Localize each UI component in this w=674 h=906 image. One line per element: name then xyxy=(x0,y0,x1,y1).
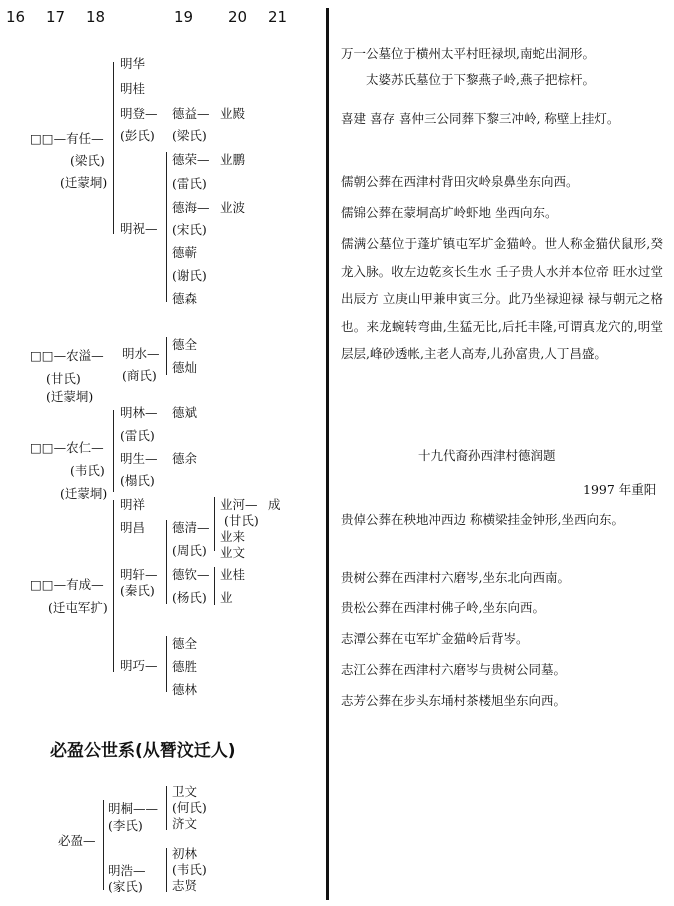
tree1-grandson-wife: (宋氏) xyxy=(172,222,207,237)
generation-label-17: 17 xyxy=(46,8,66,26)
generation-label-16: 16 xyxy=(6,8,26,26)
right-paragraph: 儒满公墓位于蓬圹镇屯军圹金猫岭。世人称金猫伏鼠形,癸龙入脉。收左边乾亥长生水 壬子贵人水并本位帝 旺水过堂出辰方 立庚山甲兼申寅三分。此乃坐禄迎禄 禄与朝元之格也。来龙蜿转弯曲,生猛无比,后托丰隆,可谓真龙穴的,明堂层层,峰砂透帐,主老人高寿,儿孙富贵,人丁昌盛。 xyxy=(341,236,663,361)
tree3-root-wife: (韦氏) xyxy=(70,463,105,478)
tree4-son: 明巧— xyxy=(120,658,158,673)
tree5-root: 必盈— xyxy=(58,833,96,848)
tree4-gen21: 成 xyxy=(268,497,281,512)
tree4-grandson: 德林 xyxy=(172,682,198,697)
tree4-great-grandson: 业 xyxy=(220,590,233,605)
tree1-son: 明桂 xyxy=(120,81,146,96)
tree4-root-note: (迁屯军扩) xyxy=(48,600,108,615)
tree3-son-wife: (雷氏) xyxy=(120,428,155,443)
tree2-root: □□—农溢— xyxy=(30,348,104,363)
tree4-subbracket xyxy=(214,567,215,605)
tree4-great-grandson: 业桂 xyxy=(220,567,246,582)
tree1-grandson: 德海— xyxy=(172,200,210,215)
right-paragraph: 志芳公葬在步头东埇村茶楼旭坐东向西。 xyxy=(341,693,567,708)
generation-label-20: 20 xyxy=(228,8,248,26)
tree3-son: 明林— xyxy=(120,405,158,420)
tree4-root: □□—有成— xyxy=(30,577,104,592)
tree4-grandson: 德全 xyxy=(172,636,198,651)
tree2-root-note: (迁蒙垌) xyxy=(46,389,94,404)
tree4-grandson-wife: (周氏) xyxy=(172,543,207,558)
tree1-great-grandson: 业波 xyxy=(220,200,246,215)
tree4-subbracket xyxy=(166,520,167,604)
tree4-grandson-wife: (杨氏) xyxy=(172,590,207,605)
tree4-subbracket xyxy=(166,636,167,692)
tree1-son: 明华 xyxy=(120,56,146,71)
tree1-subbracket xyxy=(166,152,167,302)
right-paragraph: 志潭公葬在屯军圹金猫岭后背岑。 xyxy=(341,631,529,646)
tree1-grandson: 德荣— xyxy=(172,152,210,167)
tree2-son-wife: (商氏) xyxy=(122,368,157,383)
right-paragraph: 儒锦公葬在蒙垌高圹岭虾地 坐西向东。 xyxy=(341,205,558,220)
tree4-son: 明祥 xyxy=(120,497,146,512)
inscription-title: 十九代裔孙西津村德润题 xyxy=(418,448,556,463)
tree4-son-wife: (秦氏) xyxy=(120,583,155,598)
tree5-grandson: 初林 xyxy=(172,846,198,861)
tree5-bracket xyxy=(103,800,104,890)
right-paragraph: 贵倬公葬在秧地冲西边 称横梁挂金钟形,坐西向东。 xyxy=(341,512,624,527)
tree4-grandson: 德胜 xyxy=(172,659,198,674)
tree1-son-wife: (彭氏) xyxy=(120,128,155,143)
right-paragraph: 贵树公葬在西津村六磨岑,坐东北向西南。 xyxy=(341,570,570,585)
tree1-son: 明登— xyxy=(120,106,158,121)
tree4-great-grandson: 业河— xyxy=(220,497,258,512)
tree4-son: 明昌 xyxy=(120,520,146,535)
right-paragraph: 儒朝公葬在西津村背田灾岭泉鼻坐东向西。 xyxy=(341,174,579,189)
tree2-son: 明水— xyxy=(122,346,160,361)
tree4-son: 明轩— xyxy=(120,567,158,582)
tree1-grandson: 德益— xyxy=(172,106,210,121)
tree1-grandson-wife: (梁氏) xyxy=(172,128,207,143)
tree1-bracket xyxy=(113,62,114,234)
tree5-grandson-wife: (韦氏) xyxy=(172,862,207,877)
tree4-bracket xyxy=(113,500,114,672)
tree4-great-grandson: 业文 xyxy=(220,545,246,560)
tree3-root: □□—农仁— xyxy=(30,440,104,455)
tree5-grandson: 卫文 xyxy=(172,784,198,799)
tree2-bracket xyxy=(166,337,167,375)
tree5-grandson-wife: (何氏) xyxy=(172,800,207,815)
tree5-son-wife: (李氏) xyxy=(108,818,143,833)
tree1-grandson: 德森 xyxy=(172,291,198,306)
tree2-grandson: 德全 xyxy=(172,337,198,352)
tree1-son: 明祝— xyxy=(120,221,158,236)
tree1-grandson: 德蕲 xyxy=(172,245,198,260)
tree3-son-wife: (榻氏) xyxy=(120,473,155,488)
tree1-great-grandson: 业殿 xyxy=(220,106,246,121)
generation-label-18: 18 xyxy=(86,8,106,26)
right-paragraph: 喜建 喜存 喜仲三公同葬下黎三冲岭, 称壁上挂灯。 xyxy=(341,111,620,126)
inscription-date: 1997 年重阳 xyxy=(583,482,657,497)
right-paragraph: 志江公葬在西津村六磨岑与贵树公同墓。 xyxy=(341,662,567,677)
right-paragraph: 贵松公葬在西津村佛子岭,坐东向西。 xyxy=(341,600,545,615)
tree3-son: 明生— xyxy=(120,451,158,466)
tree3-grandson: 德余 xyxy=(172,451,198,466)
right-paragraph: 万一公墓位于横州太平村旺禄坝,南蛇出洞形。 xyxy=(341,46,595,61)
generation-label-21: 21 xyxy=(268,8,288,26)
tree5-son-wife: (家氏) xyxy=(108,879,143,894)
tree5-grandson: 志贤 xyxy=(172,878,198,893)
tree4-subbracket xyxy=(214,497,215,551)
tree3-bracket xyxy=(113,410,114,492)
right-paragraph: 太婆苏氏墓位于下黎燕子岭,燕子把棕杆。 xyxy=(366,72,595,87)
tree3-grandson: 德斌 xyxy=(172,405,198,420)
tree1-great-grandson: 业鹏 xyxy=(220,152,246,167)
section-title: 必盈公世系(从朁汶迁人) xyxy=(50,741,236,761)
tree1-grandson-wife: (雷氏) xyxy=(172,176,207,191)
tree5-subbracket xyxy=(166,848,167,892)
tree2-root-wife: (甘氏) xyxy=(46,371,81,386)
column-divider xyxy=(326,8,329,900)
generation-label-19: 19 xyxy=(174,8,194,26)
tree5-son: 明浩— xyxy=(108,863,146,878)
tree2-grandson: 德灿 xyxy=(172,360,198,375)
tree5-son: 明桐—— xyxy=(108,801,159,816)
tree1-root-note: (迁蒙垌) xyxy=(60,175,108,190)
tree4-great-grandson: 业来 xyxy=(220,529,246,544)
tree1-root-wife: (梁氏) xyxy=(70,153,105,168)
tree4-great-grandson-wife: (甘氏) xyxy=(224,513,259,528)
tree5-grandson: 济文 xyxy=(172,816,198,831)
tree1-root: □□—有任— xyxy=(30,131,104,146)
tree4-grandson: 德清— xyxy=(172,520,210,535)
tree4-grandson: 德钦— xyxy=(172,567,210,582)
tree5-subbracket xyxy=(166,786,167,830)
tree1-grandson-wife: (谢氏) xyxy=(172,268,207,283)
tree3-root-note: (迁蒙垌) xyxy=(60,486,108,501)
